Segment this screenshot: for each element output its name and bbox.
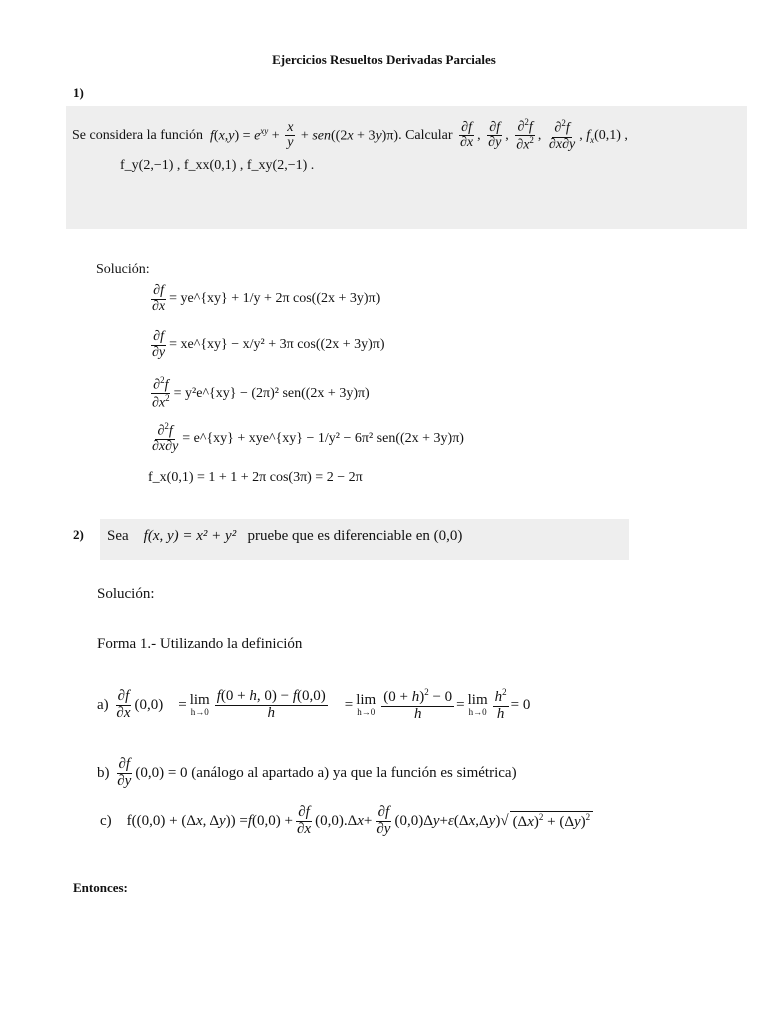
part-b-label: b) [97,764,110,781]
part-a: a) $\frac{\partial f}{\partial x}$ (0,0) = lim h→0 $\frac{f(0 + h, 0) - f(0,0)}{h}$ = lim h→0 $\frac{(0 + h)^2 - 0}{h}$ = lim h→0 $\frac{h^2}{h}$ = 0 [97,687,531,722]
part-b-text: (0,0) = 0 (análogo al apartado a) ya que la función es simétrica) [135,764,517,781]
solution-1-label: Solución: [96,262,150,277]
eq2-rhs: = xe^{xy} − x/y² + 3π cos((2x + 3y)π) [169,337,385,353]
forma-1-heading: Forma 1.- Utilizando la definición [97,636,303,652]
derivative-list: $\frac{\partial f}{\partial x}$ , $\frac{\partial f}{\partial y}$ , $\frac{\partial^2f}{\partial x^2}$ , $\frac{\partial^2f}{\partial x\partial y}$ , $f_x(0,1)$ , [460,117,628,153]
exercise-2-statement [107,528,462,545]
exercise-1-items-line2: f_y(2,−1) , f_xx(0,1) , f_xy(2,−1) . [120,158,315,173]
exercise-1-calcular: . Calcular [398,127,453,143]
page-title: Ejercicios Resueltos Derivadas Parciales [272,52,496,67]
exercise-2-prefix: Sea [107,528,129,544]
exercise-1-function: $f(x,y) = e^{xy}$ + $\frac{x}{y}$ + sen((2x + 3y)π) [210,119,399,151]
part-a-label: a) [97,696,109,713]
eq4-rhs: = e^{xy} + xye^{xy} − 1/y² − 6π² sen((2x + 3y)π) [182,430,464,446]
exercise-2-function: f(x, y) = x² + y² [143,528,237,544]
part-c-label: c) [100,812,112,829]
solution-1-eq5: f_x(0,1) = 1 + 1 + 2π cos(3π) = 2 − 2π [148,470,363,485]
solution-1-eq2: $\frac{\partial f}{\partial y}$ = xe^{xy} − x/y² + 3π cos((2x + 3y)π) [152,329,385,360]
exercise-1-number: 1) [73,85,84,100]
solution-1-eq4: $\frac{\partial^2f}{\partial x\partial y}$ = e^{xy} + xye^{xy} − 1/y² − 6π² sen((2x + 3y)π) [152,421,464,455]
solution-1-eq3: $\frac{\partial^2f}{\partial x^2}$ = y²e^{xy} − (2π)² sen((2x + 3y)π) [152,375,370,411]
part-b: b) $\frac{\partial f}{\partial y}$ (0,0) = 0 (análogo al apartado a) ya que la función es simétrica) [97,756,517,789]
solution-2-label: Solución: [97,586,155,602]
exercise-2-number: 2) [73,527,84,542]
entonces-label: Entonces: [73,880,128,895]
exercise-1-box [66,106,747,229]
eq3-rhs: = y²e^{xy} − (2π)² sen((2x + 3y)π) [173,385,370,401]
exercise-2-box [100,519,629,560]
exercise-2-suffix: pruebe que es diferenciable en (0,0) [247,528,463,544]
part-c: c) f((0,0) + (Δ x , Δ y )) = f (0,0) + $\frac{\partial f}{\partial x}$ (0,0).Δ x + $\frac{\partial f}{\partial y}$ (0,0)Δ y + ε (Δ x ,Δ y )√ $(\Delta x)^2 + (\Delta y)^2$ [100,805,593,838]
exercise-1-statement [72,118,628,154]
exercise-1-intro: Se considera la función [72,127,204,143]
solution-1-eq1: $\frac{\partial f}{\partial x}$ = ye^{xy} + 1/y + 2π cos((2x + 3y)π) [152,283,381,314]
eq1-rhs: = ye^{xy} + 1/y + 2π cos((2x + 3y)π) [169,291,381,307]
